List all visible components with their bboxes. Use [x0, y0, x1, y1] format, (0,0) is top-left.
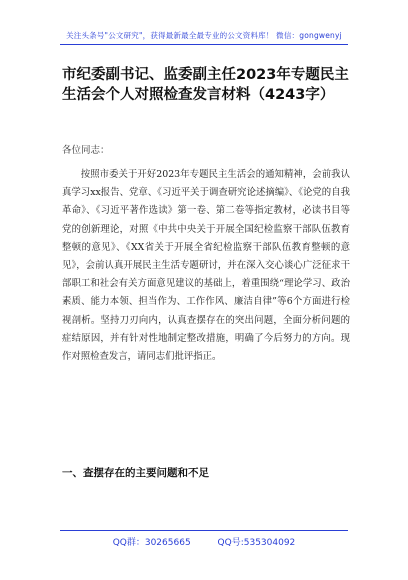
footer-contacts — [60, 535, 348, 548]
header-divider — [60, 44, 348, 45]
header-banner: 关注头条号"公文研究"，获得最新最全最专业的公文资料库！ 微信：gongwenyj — [66, 31, 342, 40]
footer-divider — [60, 530, 348, 531]
footer-qq-number: QQ号:535304092 — [217, 538, 296, 548]
document-title: 市纪委副书记、监委副主任2023年专题民主生活会个人对照检查发言材料（4243字） — [62, 67, 349, 103]
salutation: 各位同志： — [62, 145, 110, 156]
section-heading: 一、查摆存在的主要问题和不足 — [62, 467, 209, 479]
footer-qq-group: QQ群：30265665 — [112, 538, 191, 548]
body-paragraph: 按照市委关于开好2023年专题民主生活会的通知精神，会前我认真学习xx报告、党章、《习近平关于调查研究论述摘编》、《论党的自我革命》、《习近平著作选读》第一卷、第二卷等指定教材，必读书目等党的创新理论，对照《中共中央关于开展全国纪检监察干部队伍教育整顿的意见》、《XX省关于开展全省纪检监察干部队伍教育整顿的意见》，会前认真开展民主生活专题研讨，并在深入交心谈心广泛征求干部职工和社会有关方面意见建议的基础上，着重围绕“理论学习、政治素质、能力本领、担当作为、工作作风、廉洁自律”等6个方面进行检视剖析。坚持刀刃向内，认真查摆存在的突出问题，全面分析问题的症结原因，并有针对性地制定整改措施，明确了今后努力的方向。现作对照检查发言，请同志们批评指正。 — [62, 169, 350, 363]
